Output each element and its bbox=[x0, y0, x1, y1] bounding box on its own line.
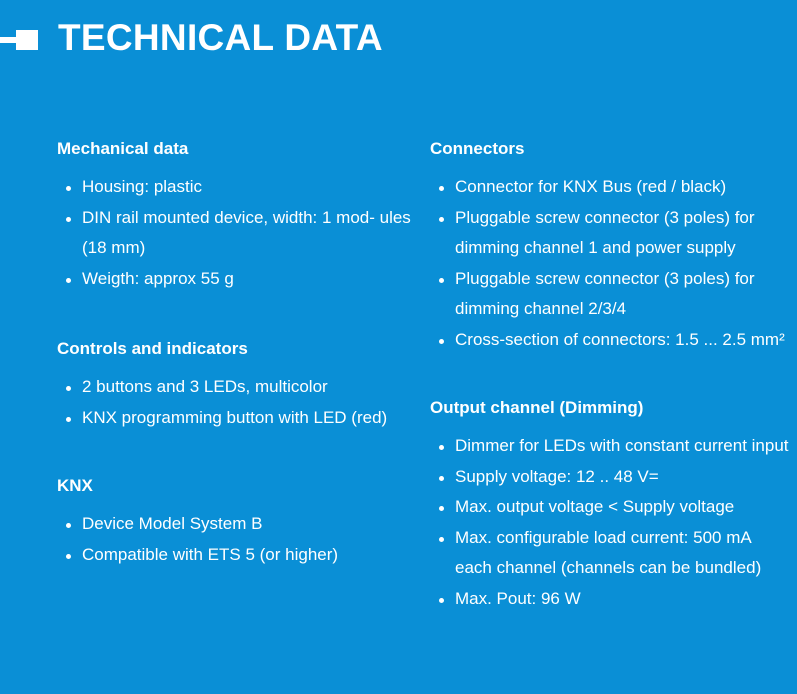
knx-list bbox=[57, 509, 417, 570]
list-item: KNX programming button with LED (red) bbox=[57, 403, 417, 434]
list-item bbox=[57, 203, 417, 264]
mechanical-data-heading: Mechanical data bbox=[57, 139, 189, 158]
title-marker-block bbox=[16, 30, 38, 50]
left-column bbox=[57, 136, 417, 570]
controls-list bbox=[57, 372, 417, 433]
list-item: 2 buttons and 3 LEDs, multicolor bbox=[57, 372, 417, 403]
mechanical-data-section bbox=[57, 136, 417, 294]
connectors-section bbox=[430, 136, 790, 355]
list-item: Housing: plastic bbox=[57, 172, 417, 203]
list-item: Connector for KNX Bus (red / black) bbox=[430, 172, 790, 203]
list-item: Max. Pout: 96 W bbox=[430, 584, 790, 615]
output-channel-heading: Output channel (Dimming) bbox=[430, 398, 644, 417]
title-marker-bar bbox=[0, 37, 16, 43]
controls-section bbox=[57, 336, 417, 433]
knx-section bbox=[57, 473, 417, 570]
connectors-heading: Connectors bbox=[430, 139, 525, 158]
list-item: Supply voltage: 12 .. 48 V= bbox=[430, 462, 790, 493]
connectors-list bbox=[430, 172, 790, 355]
list-item: Cross-section of connectors: 1.5 ... 2.5 mm² bbox=[430, 325, 790, 356]
list-item: Max. configurable load current: 500 mA each channel (channels can be bundled) bbox=[430, 523, 790, 584]
page-title: TECHNICAL DATA bbox=[58, 17, 383, 58]
title-marker-icon bbox=[0, 30, 38, 50]
list-item: Max. output voltage < Supply voltage bbox=[430, 492, 790, 523]
list-item: Dimmer for LEDs with constant current input bbox=[430, 431, 790, 462]
list-item-text: DIN rail mounted device, width: 1 mod- ules (18 mm) bbox=[82, 207, 411, 257]
output-channel-list bbox=[430, 431, 790, 614]
list-item: Pluggable screw connector (3 poles) for dimming channel 1 and power supply bbox=[430, 203, 790, 264]
knx-heading: KNX bbox=[57, 476, 93, 495]
mechanical-data-list bbox=[57, 172, 417, 294]
list-item: Weigth: approx 55 g bbox=[57, 264, 417, 295]
list-item: Pluggable screw connector (3 poles) for dimming channel 2/3/4 bbox=[430, 264, 790, 325]
list-item: Device Model System B bbox=[57, 509, 417, 540]
controls-heading: Controls and indicators bbox=[57, 339, 248, 358]
right-column bbox=[430, 136, 790, 614]
list-item: Compatible with ETS 5 (or higher) bbox=[57, 540, 417, 571]
output-channel-section bbox=[430, 395, 790, 614]
